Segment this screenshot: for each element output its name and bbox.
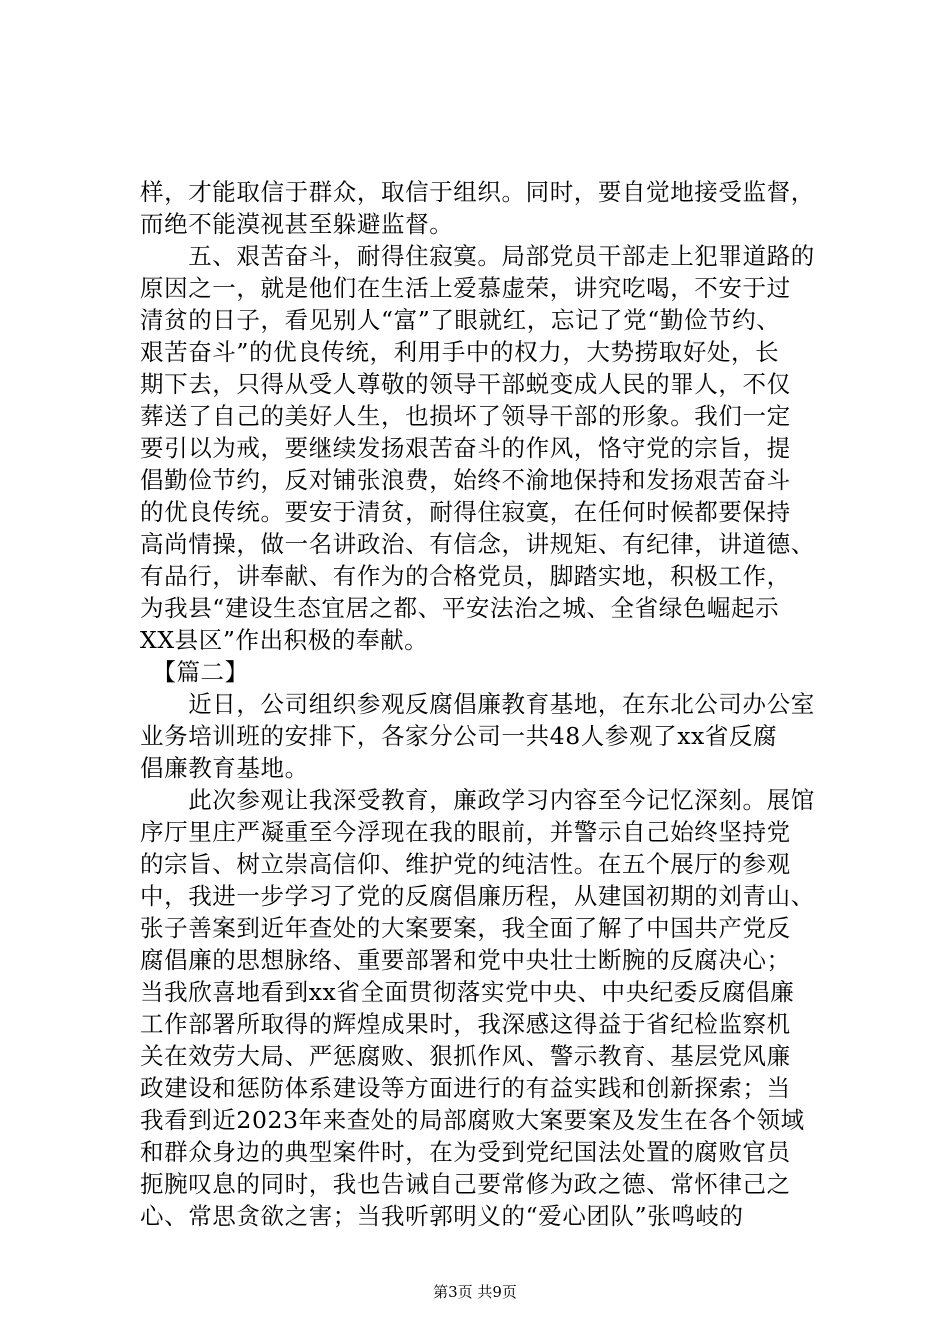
text-line: 的优良传统。要安于清贫，耐得住寂寞，在任何时候都要保持 [140, 498, 791, 526]
text-line: 艰苦奋斗”的优良传统，利用手中的权力，大势捞取好处，长 [140, 338, 780, 366]
text-line: XX县区”作出积极的奉献。 [140, 626, 429, 654]
text-line: 我看到近2023年来查处的局部腐败大案要案及发生在各个领域 [140, 1106, 805, 1134]
text-line: 此次参观让我深受教育，廉政学习内容至今记忆深刻。展馆 [140, 786, 815, 814]
text-line: 近日，公司组织参观反腐倡廉教育基地，在东北公司办公室 [140, 690, 815, 718]
text-line: 倡勤俭节约，反对铺张浪费，始终不渝地保持和发扬艰苦奋斗 [140, 466, 791, 494]
text-line: 倡廉教育基地。 [140, 754, 309, 782]
text-line: 扼腕叹息的同时，我也告诫自己要常修为政之德、常怀律己之 [140, 1170, 791, 1198]
text-line: 有品行，讲奉献、有作为的合格党员，脚踏实地，积极工作， [140, 562, 791, 590]
text-line: 腐倡廉的思想脉络、重要部署和党中央壮士断腕的反腐决心； [140, 946, 791, 974]
text-line: 序厅里庄严凝重至今浮现在我的眼前，并警示自己始终坚持党 [140, 818, 791, 846]
text-line: 工作部署所取得的辉煌成果时，我深感这得益于省纪检监察机 [140, 1010, 791, 1038]
text-line: 和群众身边的典型案件时，在为受到党纪国法处置的腐败官员 [140, 1138, 791, 1166]
text-line: 中，我进一步学习了党的反腐倡廉历程，从建国初期的刘青山、 [140, 882, 815, 910]
page-number-footer: 第3页 共9页 [433, 1283, 517, 1301]
text-line: 高尚情操，做一名讲政治、有信念，讲规矩、有纪律，讲道德、 [140, 530, 815, 558]
text-line: 业务培训班的安排下，各家分公司一共48人参观了xx省反腐 [140, 722, 778, 750]
text-line: 心、常思贪欲之害；当我听郭明义的“爱心团队”张鸣岐的 [140, 1202, 744, 1230]
text-line: 的宗旨、树立崇高信仰、维护党的纯洁性。在五个展厅的参观 [140, 850, 791, 878]
text-line: 原因之一，就是他们在生活上爱慕虚荣，讲究吃喝，不安于过 [140, 274, 791, 302]
text-line: 清贫的日子，看见别人“富”了眼就红，忘记了党“勤俭节约、 [140, 306, 781, 334]
section-heading: 【篇二】 [140, 658, 249, 686]
text-line: 张子善案到近年查处的大案要案，我全面了解了中国共产党反 [140, 914, 791, 942]
text-line: 政建设和惩防体系建设等方面进行的有益实践和创新探索；当 [140, 1074, 791, 1102]
text-line: 而绝不能漠视甚至躲避监督。 [140, 210, 454, 238]
text-line: 要引以为戒，要继续发扬艰苦奋斗的作风，恪守党的宗旨，提 [140, 434, 791, 462]
text-line: 葬送了自己的美好人生，也损坏了领导干部的形象。我们一定 [140, 402, 791, 430]
text-line: 为我县“建设生态宜居之都、平安法治之城、全省绿色崛起示 [140, 594, 780, 622]
text-line: 期下去，只得从受人尊敬的领导干部蜕变成人民的罪人，不仅 [140, 370, 791, 398]
text-line: 关在效劳大局、严惩腐败、狠抓作风、警示教育、基层党风廉 [140, 1042, 791, 1070]
text-line: 当我欣喜地看到xx省全面贯彻落实党中央、中央纪委反腐倡廉 [140, 978, 795, 1006]
text-line: 五、艰苦奋斗，耐得住寂寞。局部党员干部走上犯罪道路的 [140, 242, 815, 270]
text-line: 样，才能取信于群众，取信于组织。同时，要自觉地接受监督， [140, 178, 815, 206]
